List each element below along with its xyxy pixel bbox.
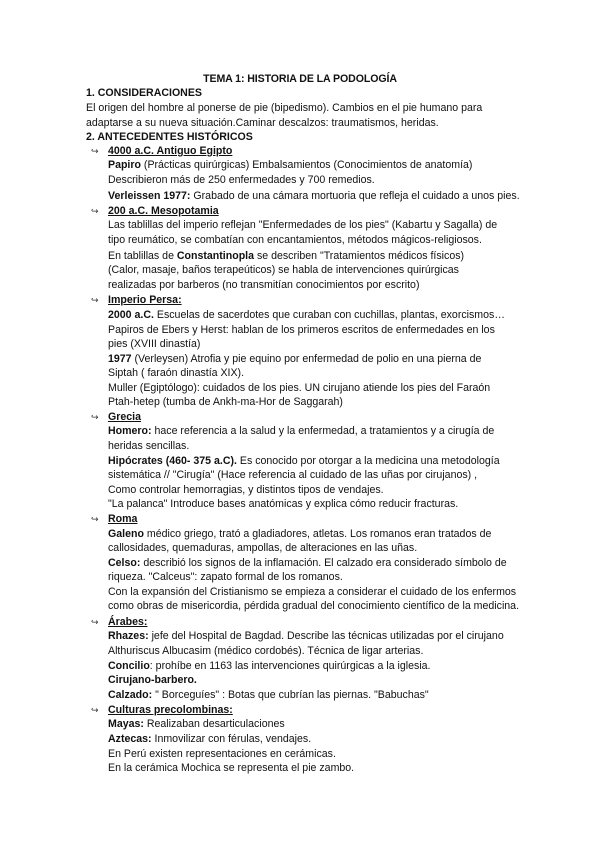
arrow-bullet-icon: ↪	[91, 206, 99, 216]
arabes-line-5: Calzado: " Borceguíes" : Botas que cubrían las piernas. "Babuchas"	[108, 689, 429, 701]
roma-line-4: riqueza. "Calceus": zapato formal de los romanos.	[108, 571, 343, 583]
grecia-line-6: "La palanca" Introduce bases anatómicas y explica cómo reducir fracturas.	[108, 498, 459, 510]
precolombinas-title: Culturas precolombinas:	[108, 704, 233, 716]
precol-line-2: Aztecas: Inmovilizar con férulas, vendajes.	[108, 733, 312, 745]
precol-line-3: En Perú existen representaciones en cerámicas.	[108, 748, 336, 760]
grecia-line-2: heridas sencillas.	[108, 440, 190, 452]
arabes-line-3: Concilio: prohíbe en 1163 las intervenciones quirúrgicas a la iglesia.	[108, 660, 431, 672]
meso-line-4: (Calor, masaje, baños terapeúticos) se habla de intervenciones quirúrgicas	[108, 264, 459, 276]
roma-line-3: Celso: describió los signos de la inflamación. El calzado era considerado símbolo de	[108, 557, 507, 569]
section-1-heading: 1. CONSIDERACIONES	[86, 87, 202, 99]
arabes-line-1: Rhazes: jefe del Hospital de Bagdad. Describe las técnicas utilizadas por el cirujano	[108, 630, 504, 642]
meso-line-1: Las tablillas del imperio reflejan "Enfermedades de los pies" (Kabartu y Sagalla) de	[108, 219, 498, 231]
mesopotamia-title: 200 a.C. Mesopotamia	[108, 205, 219, 217]
document-title: TEMA 1: HISTORIA DE LA PODOLOGÍA	[203, 73, 397, 85]
meso-line-2: tipo reumático, se combatían con encantamientos, métodos mágicos-religiosos.	[108, 234, 482, 246]
persa-line-7: Ptah-hetep (tumba de Ankh-ma-Hor de Saggarah)	[108, 396, 343, 408]
roma-line-6: como obras de misericordia, pérdida gradual del conocimiento científico de la medicina.	[108, 600, 520, 612]
persa-line-2: Papiros de Ebers y Herst: hablan de los primeros escritos de enfermedades en los	[108, 324, 495, 336]
section-1-line-2: adaptarse a su nueva situación.Caminar descalzos: traumatismos, heridas.	[86, 117, 439, 129]
egipto-line-1: Papiro (Prácticas quirúrgicas) Embalsamientos (Conocimientos de anatomía)	[108, 159, 473, 171]
persa-line-6: Muller (Egiptólogo): cuidados de los pies. UN cirujano atiende los pies del Faraón	[108, 382, 491, 394]
arabes-title: Árabes:	[108, 616, 148, 628]
meso-line-5: realizadas por barberos (no transmitían conocimientos por escrito)	[108, 279, 420, 291]
roma-line-5: Con la expansión del Cristianismo se empieza a considerar el cuidado de los enfermos	[108, 586, 517, 598]
meso-line-3: En tablillas de Constantinopla se describen "Tratamientos médicos físicos)	[108, 250, 465, 262]
grecia-line-1: Homero: hace referencia a la salud y la enfermedad, a tratamientos y a cirugía de	[108, 425, 495, 437]
precol-line-1: Mayas: Realizaban desarticulaciones	[108, 718, 285, 730]
arrow-bullet-icon: ↪	[91, 146, 99, 156]
persa-line-5: Siptah ( faraón dinastía XIX).	[108, 367, 245, 379]
arabes-line-2: Althuriscus Albucasim (médico cordobés). Técnica de ligar arterias.	[108, 645, 424, 657]
arrow-bullet-icon: ↪	[91, 617, 99, 627]
roma-title: Roma	[108, 513, 138, 525]
arrow-bullet-icon: ↪	[91, 412, 99, 422]
arrow-bullet-icon: ↪	[91, 514, 99, 524]
egipto-line-3: Verleissen 1977: Grabado de una cámara mortuoria que refleja el cuidado a unos pies.	[108, 190, 520, 202]
egipto-line-2: Describieron más de 250 enfermedades y 700 remedios.	[108, 174, 375, 186]
arabes-line-4: Cirujano-barbero.	[108, 674, 197, 686]
grecia-line-4: sistemática // "Cirugía" (Hace referencia al cuidado de las uñas por cirujanos) ,	[108, 469, 478, 481]
roma-line-2: callosidades, quemaduras, ampollas, de alteraciones en las uñas.	[108, 542, 418, 554]
arrow-bullet-icon: ↪	[91, 295, 99, 305]
section-2-heading: 2. ANTECEDENTES HISTÓRICOS	[86, 131, 253, 143]
persa-title: Imperio Persa:	[108, 294, 182, 306]
arrow-bullet-icon: ↪	[91, 705, 99, 715]
egipto-title: 4000 a.C. Antiguo Egipto	[108, 145, 233, 157]
section-1-line-1: El origen del hombre al ponerse de pie (bipedismo). Cambios en el pie humano para	[86, 102, 483, 114]
grecia-line-3: Hipócrates (460- 375 a.C). Es conocido por otorgar a la medicina una metodología	[108, 455, 500, 467]
grecia-title: Grecia	[108, 411, 141, 423]
grecia-line-5: Como controlar hemorragias, y distintos tipos de vendajes.	[108, 484, 384, 496]
precol-line-4: En la cerámica Mochica se representa el pie zambo.	[108, 762, 355, 774]
persa-line-4: 1977 (Verleysen) Atrofia y pie equino por enfermedad de polio en una pierna de	[108, 353, 482, 365]
roma-line-1: Galeno médico griego, trató a gladiadores, atletas. Los romanos eran tratados de	[108, 528, 492, 540]
persa-line-3: pies (XVIII dinastía)	[108, 338, 201, 350]
persa-line-1: 2000 a.C. Escuelas de sacerdotes que curaban con cuchillas, plantas, exorcismos…	[108, 309, 505, 321]
